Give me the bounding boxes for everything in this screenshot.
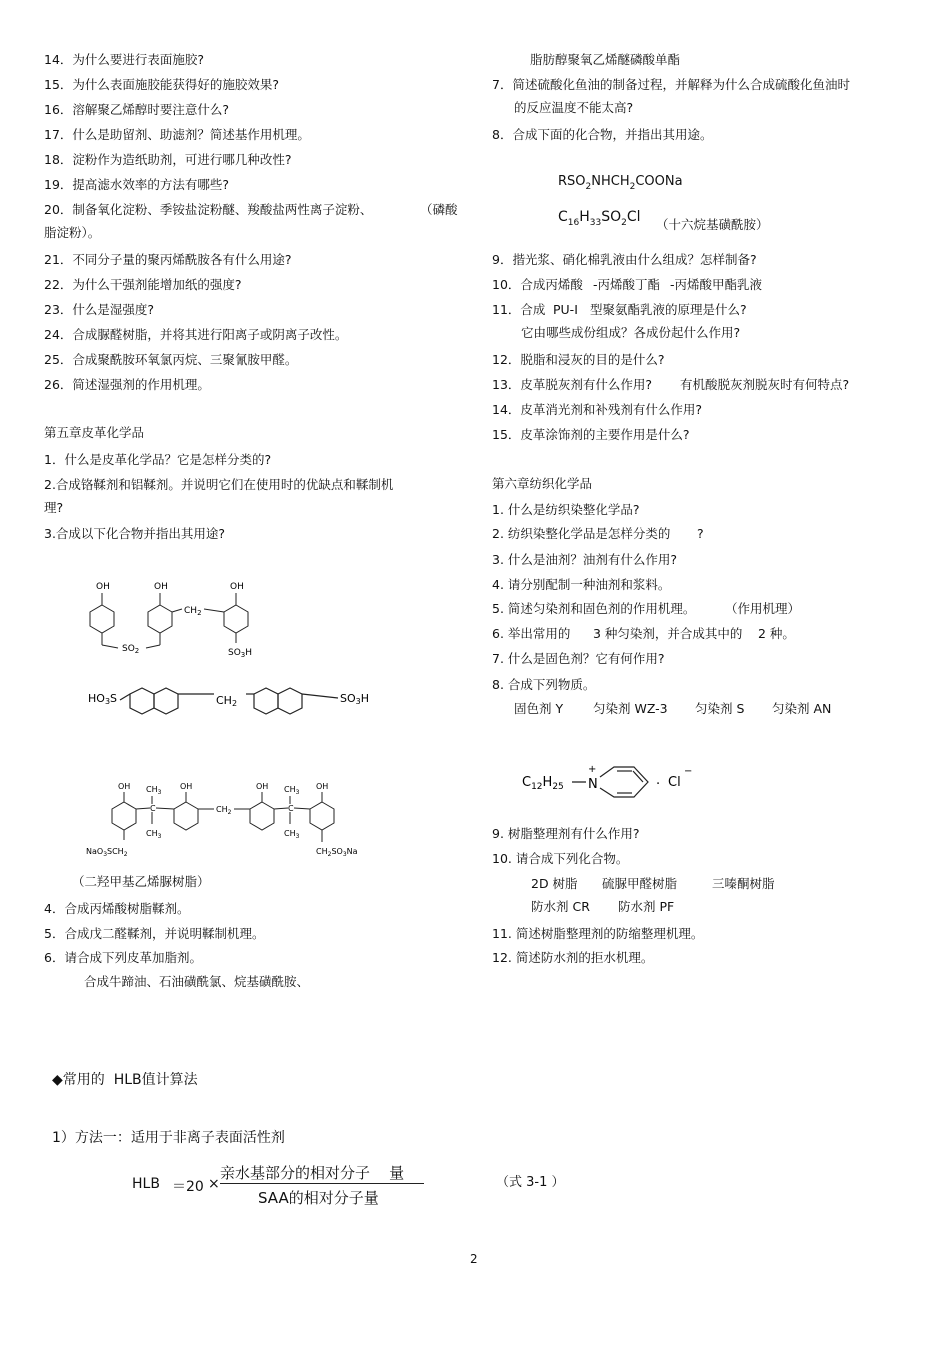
fraction-bar — [220, 1183, 424, 1184]
c6-q10-a: 2D 树脂 — [531, 876, 578, 891]
svg-text:CH3: $CH_3$ — [146, 785, 162, 796]
svg-text:−: − — [684, 766, 693, 777]
c5-q10-c: -丙烯酸甲酯乳液 — [670, 277, 763, 292]
hlb-denominator: SAA的相对分子量 — [258, 1189, 379, 1207]
svg-text:CH3: $CH_3$ — [284, 829, 300, 840]
hlb-lhs: HLB — [132, 1176, 160, 1192]
c6-q11: 11. 简述树脂整理剂的防缩整理机理。 — [492, 926, 704, 941]
q15: 15．为什么表面施胶能获得好的施胶效果? — [44, 77, 280, 92]
q25: 25．合成聚酰胺环氧氯丙烷、三聚氰胺甲醛。 — [44, 352, 298, 367]
pyridinium-structure — [518, 755, 708, 805]
q24: 24．合成脲醛树脂，并将其进行阳离子或阴离子改性。 — [44, 327, 348, 342]
hlb-heading: ◆常用的 HLB值计算法 — [52, 1072, 198, 1088]
c5-q15: 15．皮革涂饰剂的主要作用是什么? — [492, 427, 690, 442]
q14: 14．为什么要进行表面施胶? — [44, 52, 205, 67]
svg-text:OH: OH — [118, 782, 131, 791]
c5-q4: 4．合成丙烯酸树脂鞣剂。 — [44, 901, 190, 916]
c5-q3: 3.合成以下化合物并指出其用途? — [44, 526, 226, 541]
c5-q11: 11．合成 — [492, 302, 546, 317]
c6-q1: 1. 什么是纺织染整化学品? — [492, 502, 640, 517]
hlb-method-1: 1）方法一：适用于非离子表面活性剂 — [52, 1130, 285, 1146]
q19: 19．提高滤水效率的方法有哪些? — [44, 177, 230, 192]
c6-q7: 7. 什么是固色剂？它有何作用? — [492, 651, 665, 666]
c6-q6-c: 2 种。 — [758, 626, 795, 641]
q23: 23．什么是湿强度? — [44, 302, 155, 317]
c5-q5: 5．合成戊二醛鞣剂，并说明鞣制机理。 — [44, 926, 265, 941]
c5-q14: 14．皮革消光剂和补残剂有什么作用? — [492, 402, 703, 417]
c6-q3: 3. 什么是油剂？油剂有什么作用? — [492, 552, 678, 567]
page-number: 2 — [470, 1252, 478, 1266]
svg-text:OH: OH — [316, 782, 329, 791]
c6-q8-b: 匀染剂 WZ-3 — [593, 701, 668, 716]
chem-structure-1 — [78, 575, 278, 665]
svg-text:SO3H: SO3H — [340, 692, 370, 706]
svg-text:CH2: $CH_2$ — [184, 606, 202, 617]
oh-3: OH — [230, 582, 244, 592]
svg-text:NaO3SCH2: $NaO_3SCH_2$ — [86, 847, 128, 858]
q20: 20．制备氧化淀粉、季铵盐淀粉醚、羧酸盐两性离子淀粉、 — [44, 202, 373, 217]
svg-text:CH3: $CH_3$ — [146, 829, 162, 840]
c6-q10-c: 三嗪酮树脂 — [712, 876, 775, 891]
svg-text:CH3: $CH_3$ — [284, 785, 300, 796]
q20-tail: （磷酸 — [420, 202, 458, 217]
c6-q5: 5. 简述匀染剂和固色剂的作用机理。 — [492, 601, 696, 616]
hlb-formula — [132, 1162, 552, 1212]
formula-caption: （十六烷基磺酰胺） — [656, 217, 769, 232]
chapter5-heading: 第五章皮革化学品 — [44, 425, 145, 440]
equation-ref: （式 3-1 ） — [496, 1175, 565, 1190]
svg-text:HO3S: HO3S — [88, 692, 118, 706]
oh-2: OH — [154, 582, 168, 592]
c5-q10: 10．合成丙烯酸 — [492, 277, 583, 292]
q18: 18．淀粉作为造纸助剂，可进行哪几种改性? — [44, 152, 292, 167]
q22: 22．为什么干强剂能增加纸的强度? — [44, 277, 242, 292]
c6-q6: 6. 举出常用的 — [492, 626, 571, 641]
q17: 17．什么是助留剂、助滤剂？简述基作用机理。 — [44, 127, 310, 142]
c5-q6: 6．请合成下列皮革加脂剂。 — [44, 950, 202, 965]
c6-q10-d: 防水剂 CR — [531, 899, 590, 914]
svg-text:C12H25: $C_{12}H_{25}$ — [522, 775, 564, 792]
svg-text:CH2: CH2 — [216, 694, 238, 708]
c6-q10: 10. 请合成下列化合物。 — [492, 851, 629, 866]
c6-q8-d: 匀染剂 AN — [772, 701, 832, 716]
c5-q13: 13．皮革脱灰剂有什么作用? — [492, 377, 653, 392]
c5-q11-cont: 它由哪些成份组成？各成份起什么作用? — [521, 325, 741, 340]
c5-q13-b: 有机酸脱灰剂脱灰时有何特点? — [680, 377, 850, 392]
svg-text:N: N — [588, 777, 598, 792]
svg-text:CH2SO3Na: $CH_2SO_3Na$ — [316, 847, 358, 858]
svg-text:SO3H: $SO_3H$ — [228, 648, 253, 659]
c6-q10-b: 硫脲甲醛树脂 — [602, 876, 678, 891]
c6-q8-c: 匀染剂 S — [695, 701, 745, 716]
c5-q11-b: PU-I — [553, 302, 578, 317]
c6-q2: 2. 纺织染整化学品是怎样分类的 — [492, 526, 671, 541]
hlb-times: × — [208, 1176, 220, 1192]
c6-q2-b: ? — [697, 526, 704, 541]
c5-q11-c: 型聚氨酯乳液的原理是什么? — [590, 302, 747, 317]
svg-text:C: C — [150, 804, 156, 813]
chem-structure-2 — [86, 680, 386, 720]
c5-q6-list: 合成牛蹄油、石油磺酰氯、烷基磺酰胺、 — [84, 974, 310, 989]
c5-q8: 8．合成下面的化合物，并指出其用途。 — [492, 127, 713, 142]
oh-1: OH — [96, 582, 110, 592]
c6-q9: 9. 树脂整理剂有什么作用? — [492, 826, 640, 841]
c5-q9: 9．揩光浆、硝化棉乳液由什么组成？怎样制备? — [492, 252, 757, 267]
chem-structure-3 — [84, 778, 384, 860]
hlb-numerator: 亲水基部分的相对分子 量 — [220, 1164, 405, 1182]
svg-text:·: · — [656, 777, 661, 792]
c5-q10-b: -丙烯酸丁酯 — [593, 277, 661, 292]
svg-text:SO2: $SO_2$ — [122, 644, 140, 655]
svg-text:C: C — [288, 804, 294, 813]
svg-text:+: + — [588, 764, 597, 775]
formula-sulfonylamide: $RSO_2NHCH_2COONa$ — [558, 174, 683, 192]
c5-q2-cont: 理? — [44, 500, 64, 515]
hlb-eq: ＝20 — [172, 1179, 204, 1195]
c5-q7: 7．简述硫酸化鱼油的制备过程，并解释为什么合成硫酸化鱼油时 — [492, 77, 850, 92]
c6-q6-b: 3 种匀染剂，并合成其中的 — [593, 626, 743, 641]
c6-q4: 4. 请分别配制一种油剂和浆料。 — [492, 577, 671, 592]
chem3-caption: （二羟甲基乙烯脲树脂） — [72, 874, 210, 889]
c6-q10-e: 防水剂 PF — [618, 899, 675, 914]
svg-text:OH: OH — [256, 782, 269, 791]
q16: 16．溶解聚乙烯醇时要注意什么? — [44, 102, 230, 117]
c6-q5-b: （作用机理） — [725, 601, 801, 616]
c5-q2: 2.合成铬鞣剂和铝鞣剂。并说明它们在使用时的优缺点和鞣制机 — [44, 477, 394, 492]
q21: 21．不同分子量的聚丙烯酰胺各有什么用途? — [44, 252, 292, 267]
c6-q8: 8. 合成下列物质。 — [492, 677, 596, 692]
c6-q8-a: 固色剂 Y — [514, 701, 564, 716]
c5-q7-cont: 的反应温度不能太高? — [514, 100, 634, 115]
svg-text:OH: OH — [180, 782, 193, 791]
c6-q12: 12. 简述防水剂的拒水机理。 — [492, 950, 654, 965]
chapter6-heading: 第六章纺织化学品 — [492, 476, 593, 491]
svg-text:CH2: $CH_2$ — [216, 805, 232, 816]
formula-hexadecyl-sulfonyl-chloride: $C_{16}H_{33}SO_2Cl$ — [558, 209, 641, 228]
q26: 26．简述湿强剂的作用机理。 — [44, 377, 210, 392]
c5-q1: 1．什么是皮革化学品？它是怎样分类的? — [44, 452, 272, 467]
q20-cont: 脂淀粉）。 — [44, 225, 101, 240]
c5-q6-list-cont: 脂肪醇聚氧乙烯醚磷酸单酯 — [530, 52, 681, 67]
svg-text:Cl: Cl — [668, 775, 681, 790]
c5-q12: 12．脱脂和浸灰的目的是什么? — [492, 352, 665, 367]
